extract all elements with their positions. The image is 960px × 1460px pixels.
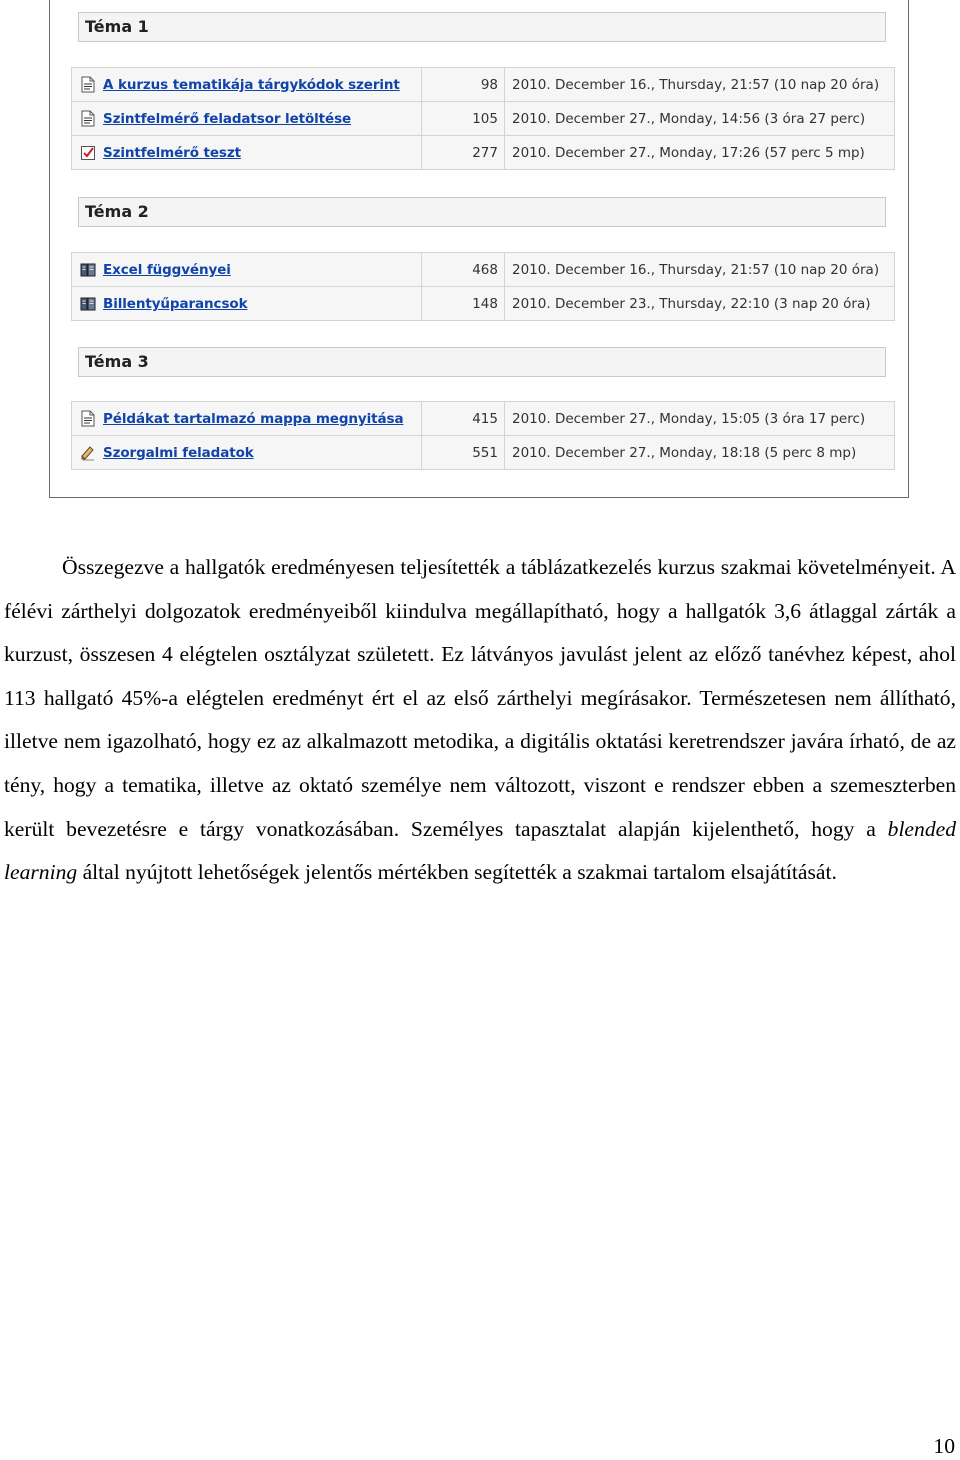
view-count: 277 bbox=[422, 136, 505, 170]
assignment-icon bbox=[80, 444, 96, 461]
file-icon bbox=[80, 410, 96, 427]
emphasis-term: blended learning bbox=[4, 816, 956, 885]
table-row bbox=[72, 402, 895, 436]
last-access: 2010. December 16., Thursday, 21:57 (10 nap 20 óra) bbox=[505, 68, 895, 102]
view-count: 98 bbox=[422, 68, 505, 102]
table-row bbox=[72, 436, 895, 470]
last-access: 2010. December 27., Monday, 17:26 (57 perc 5 mp) bbox=[505, 136, 895, 170]
last-access: 2010. December 23., Thursday, 22:10 (3 nap 20 óra) bbox=[505, 287, 895, 321]
resource-link[interactable]: Szorgalmi feladatok bbox=[103, 445, 254, 461]
resource-link[interactable]: Excel függvényei bbox=[103, 262, 231, 278]
file-icon bbox=[80, 110, 96, 127]
topic-2-table bbox=[71, 252, 895, 321]
table-row bbox=[72, 68, 895, 102]
table-row bbox=[72, 253, 895, 287]
topic-3-header: Téma 3 bbox=[78, 347, 886, 377]
view-count: 105 bbox=[422, 102, 505, 136]
table-row bbox=[72, 102, 895, 136]
page-number: 10 bbox=[933, 1434, 955, 1458]
file-icon bbox=[80, 76, 96, 93]
topic-1-table bbox=[71, 67, 895, 170]
last-access: 2010. December 27., Monday, 14:56 (3 óra 27 perc) bbox=[505, 102, 895, 136]
view-count: 468 bbox=[422, 253, 505, 287]
topic-2-header: Téma 2 bbox=[78, 197, 886, 227]
book-icon bbox=[80, 261, 96, 278]
resource-link[interactable]: Szintfelmérő feladatsor letöltése bbox=[103, 111, 352, 127]
paragraph-text-end: által nyújtott lehetőségek jelentős mértékben segítették a szakmai tartalom elsajátítását. bbox=[77, 860, 837, 885]
moodle-activity-report-screenshot bbox=[49, 0, 909, 498]
view-count: 551 bbox=[422, 436, 505, 470]
last-access: 2010. December 27., Monday, 18:18 (5 perc 8 mp) bbox=[505, 436, 895, 470]
resource-link[interactable]: Szintfelmérő teszt bbox=[103, 145, 241, 161]
book-icon bbox=[80, 295, 96, 312]
topic-1-header: Téma 1 bbox=[78, 12, 886, 42]
table-row bbox=[72, 287, 895, 321]
last-access: 2010. December 27., Monday, 15:05 (3 óra 17 perc) bbox=[505, 402, 895, 436]
resource-link[interactable]: Példákat tartalmazó mappa megnyitása bbox=[103, 411, 404, 427]
view-count: 148 bbox=[422, 287, 505, 321]
quiz-icon bbox=[80, 144, 96, 161]
table-row bbox=[72, 136, 895, 170]
resource-link[interactable]: Billentyűparancsok bbox=[103, 296, 248, 312]
paragraph-text: Összegezve a hallgatók eredményesen teljesítették a táblázatkezelés kurzus szakmai követelményeit. A félévi zárthelyi dolgozatok eredményeiből kiindulva megállapítható, hogy a hallgatók 3,6 átlaggal zárták a kurzust, összesen 4 elégtelen osztályzat született. Ez látványos javulást jelent az előző tanévhez képest, ahol 113 hallgató 45%-a elégtelen eredményt ért el az első zárthelyi megírásakor. Természetesen nem állítható, illetve nem igazolható, hogy ez az alkalmazott metodika, a digitális oktatási keretrendszer javára írható, de az tény, hogy a tematika, illetve az oktató személye nem változott, viszont e rendszer ebben a szemeszterben került bevezetésre e tárgy vonatkozásában. Személyes tapasztalat alapján kijelenthető, hogy a bbox=[4, 555, 956, 841]
resource-link[interactable]: A kurzus tematikája tárgykódok szerint bbox=[103, 77, 400, 93]
summary-paragraph bbox=[4, 546, 956, 895]
last-access: 2010. December 16., Thursday, 21:57 (10 nap 20 óra) bbox=[505, 253, 895, 287]
topic-3-table bbox=[71, 401, 895, 470]
view-count: 415 bbox=[422, 402, 505, 436]
